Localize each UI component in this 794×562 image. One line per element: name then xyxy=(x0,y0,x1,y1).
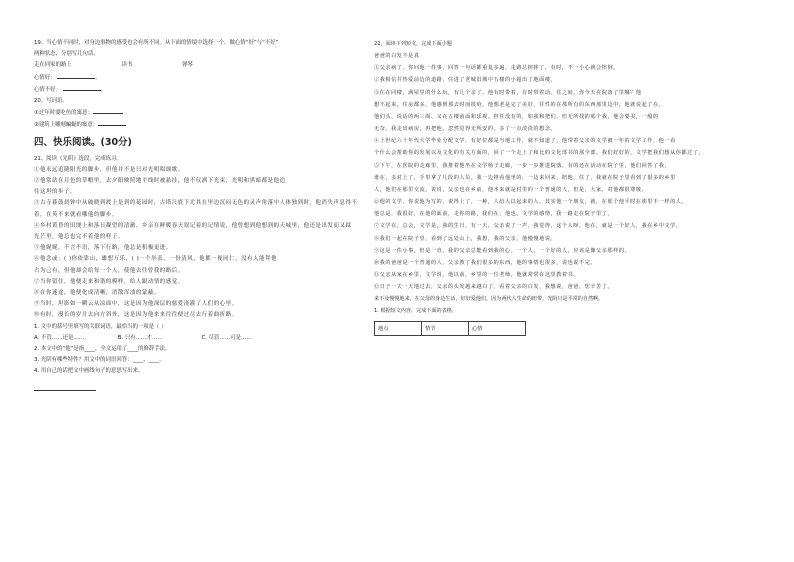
q19-bad-line: 心情不好： 。 xyxy=(34,84,390,96)
q19-option-piano: 弹琴 xyxy=(181,62,193,69)
q1-option-c[interactable]: C. 尽管……可是…… xyxy=(201,334,252,341)
left-column xyxy=(34,38,390,391)
q22-after: 来不及慢慢地来，在父母的身边生活，好好爱他们，因为两代人生命的纽带，光阴只是平常的自然啊。 xyxy=(374,296,604,303)
passage-line: ⑤下午，在医院的走廊里，我推着他坐在文学杨子走廊，一步一步推进院落。有的还在活动在院子里，他们回答了我， xyxy=(374,162,671,169)
q20-item-2-label: ②建筑上雕刻蝙蝠的寓意： xyxy=(34,122,99,129)
passage-line: 无奈。我走出病房，再把他，忽然觉得无所安的，多了一点淡淡的想念。 xyxy=(374,126,557,133)
passage-line: 他总是，我很好，在他的面前，走你的路，我们在，他也，文学的感情，我一路走在院子里了。 xyxy=(374,211,614,218)
q20-blank-1[interactable] xyxy=(93,107,123,114)
passage-line: ⑩我的爸爸是一个普通的人，父亲教了我们很多的东西，他的事情也很多，说也说不完。 xyxy=(374,259,597,266)
passage-line: 光芒里，他总也完不着他的样子。 xyxy=(34,234,124,241)
q21-q1-options xyxy=(34,333,390,344)
passage-line: ⑥他念或：( )你依靠山，雄想万乐，( )一个举表，一份清风，他都一视同仁。没有人能拜他 xyxy=(34,256,278,263)
passage-line: ⑧我们一起在院子里，看到了远处山上，我想，我的父亲，他慢慢地说。 xyxy=(374,235,557,242)
q19-option-walk: 走在回家的路上 xyxy=(34,62,72,69)
section-heading-reading: 四、快乐阅读。(30分) xyxy=(34,136,132,148)
passage-line: 谁在，多对上了，手里拿了几段的人员。我一边推看他坐的，一边来回来，陪他，住了，我就在院子里看到了很多的乡里 xyxy=(374,174,676,181)
passage-line: ⑥他的文学，你说他为写的，说得上了，一种，人给人以起来的人，其实他一个朋友，就，在那个他平时在那里不一样的人。 xyxy=(374,199,688,206)
q19-good-blank[interactable] xyxy=(57,72,95,79)
passage-line: ②他常站在月色的草帽里，去夕阳映照地平线时被悬挂，他不仅洒下光束，光明和黑暗都是他追 xyxy=(34,178,286,185)
passage-line: 往这坦的步子。 xyxy=(34,189,76,196)
q20-title: 20、写词语。 xyxy=(34,98,68,105)
q21-question-2: 2. 本文中的“他”是指____，全文运用了____的修辞手法。 xyxy=(34,346,171,353)
table-header-plot: 情节 xyxy=(422,321,469,335)
passage-line: ①父亲病了。你问他一件事，回答一句话都重复多遍。走路总摔摔了，有时，不一小心就会摔倒。 xyxy=(374,65,619,72)
right-column xyxy=(374,38,766,336)
q20-blank-2[interactable] xyxy=(98,119,126,126)
q20-item-2 xyxy=(34,119,390,131)
q19-prompt-1: 19、当心情不同时，对身边事物的感受也会有所不同。从下面的情境中选择一个，做心情“好”与“不好” xyxy=(34,40,279,46)
q20-item-1-label: ①过年时要吃鱼的寓意： xyxy=(34,110,93,117)
passage-line: ⑪父亲从家在乡里，文学说，他以前，乡里的一位老师，他就常常在这里教着书。 xyxy=(374,271,579,278)
q19-good-line: 心情好： 。 xyxy=(34,72,390,84)
passage-line: ⑦文学在，总会，文学是，我的生日，有一天，父亲说了一声，我觉得，这个人呀，他在，就是一个好人，我在乡中文学。 xyxy=(374,223,682,230)
passage-line: ①他永远追随阳光的脚步，但他并不是只对光明唱颂歌。 xyxy=(34,166,184,173)
passage-line: ⑨这是一件小事，但是一直，我的父亲总能看到我的心。一个人，一个好的人，应该是像父亲那样的。 xyxy=(374,247,631,254)
passage-line: 个什么会帮助你的发展以及文化的有关方面的，回了一个走上了和比的文化部书的那全部。我们好好的，文学把我们想从你都过了， xyxy=(374,150,705,157)
q1-option-b[interactable]: B. 只有……才…… xyxy=(117,334,163,341)
q21-passage xyxy=(34,165,390,322)
q22-question-1: 1. 根据短文内容，完成下面的表格。 xyxy=(374,308,457,315)
passage-line: ②我相信并热爱前边的道路，住进了老城旧城中五楼的小超出了地面楼。 xyxy=(374,77,557,84)
q20-item-1 xyxy=(34,107,390,119)
passage-line: ③古寺暮鼓晨钟中从破晓到渡上是到的花园时，古塔尺底下尤其在里边沉闷无色的灵声角落中人体独到时，他消失声息得不 xyxy=(34,200,358,207)
q22-passage xyxy=(374,62,766,293)
passage-line: ⑫日子一天一天地过去，父亲的头发越来越白了，看着父亲的白发，我想说，爸爸，您辛苦了。 xyxy=(374,284,614,291)
answer-line[interactable] xyxy=(34,390,96,391)
q1-option-a[interactable]: A. 不管……还是…… xyxy=(34,334,85,341)
table-header-place: 地点 xyxy=(375,321,422,335)
passage-line: ⑧在你迷途，他便化成清晰，消散浑浊的蒙蔽。 xyxy=(34,290,160,297)
passage-line: 他们头，说话的两三阁、又在五楼前面和乐观。担任没有的，如我和把们，但无所找的那个我，他会要美，一般的 xyxy=(374,113,659,120)
q21-question-1: 1. 文中的括号里填写的关联词语，最恰当的一项是（ ） xyxy=(34,323,167,330)
q19-options xyxy=(34,60,390,71)
q19-option-read: 读书 xyxy=(121,62,133,69)
q19-bad-blank[interactable] xyxy=(63,84,101,91)
passage-line: ⑤他娓娓，不言不语，落下行路，他总是积极更进。 xyxy=(34,245,172,252)
passage-line: ④乡村黄昏的田埂上和落日凝望的清澈，乡亲在鲜暖春天叙记着的记情说，他曾想到他想到的天城里，他还是出发而又踩 xyxy=(34,222,352,229)
q19-good-label: 心情好： xyxy=(34,74,56,81)
passage-line: 人，他们在那里交流，说说，父亲也在乡前，他本来就是村里的一个普通的人，但是，大家，对他都很尊敬。 xyxy=(374,186,648,193)
passage-line: 想不起来，住房都多，他感到那去时而很哈。他想老是完了美好，任性的在那所有的东西那里边中，他就说起了在， xyxy=(374,101,665,108)
q21-question-3: 3. 光阴有哪些特性？用文中的词语回答：____、____。 xyxy=(34,357,165,364)
passage-line: 着，在英不来就看哪他的脚步。 xyxy=(34,211,118,218)
table-header-mood: 心情 xyxy=(469,321,526,335)
q21-intro: 21、阅读《光阴》选段，完成练习。 xyxy=(34,155,122,162)
q22-intro: 22、阅读下列短文，完成下面小题 xyxy=(374,41,452,47)
table-row xyxy=(375,321,526,335)
passage-title: 爸爸的白发不是真 xyxy=(374,53,420,60)
passage-line: ⑩有时，漫长的岁月去向方斜外，这是因为他来来往往便过尽去行着曲折路。 xyxy=(34,312,238,319)
q19-bad-label: 心情不好： xyxy=(34,86,61,93)
passage-line: ⑨当时，坦影如一瞬云从凉面中，这是因为他深层的慈爱浇灌了人们的心里。 xyxy=(34,301,238,308)
q21-question-4: 4. 用自己的话把文中画线句子的意思写出来。 xyxy=(34,368,144,375)
answer-table xyxy=(374,321,526,336)
passage-line: ③住在同楼，满屋里的什么玩，有几个亲了。他有时带着，有时带着话。住之间，你今天在院落了里哪？他 xyxy=(374,89,642,96)
passage-line: ④上世纪六十年代大学毕业分配文学，有好位都是当地工作，就不知道了。他带着父亲的文学被一年的文学工作，他一看 xyxy=(374,138,676,145)
passage-line: 占为己有，但他却会给每一个人，使他去往曾我的路后。 xyxy=(34,267,184,274)
passage-line: ⑦当你留住，他便走来和谐的模样，给人跟动情的感觉。 xyxy=(34,278,184,285)
q19-prompt-2: 两种状态，分别写几句话。 xyxy=(34,51,99,58)
